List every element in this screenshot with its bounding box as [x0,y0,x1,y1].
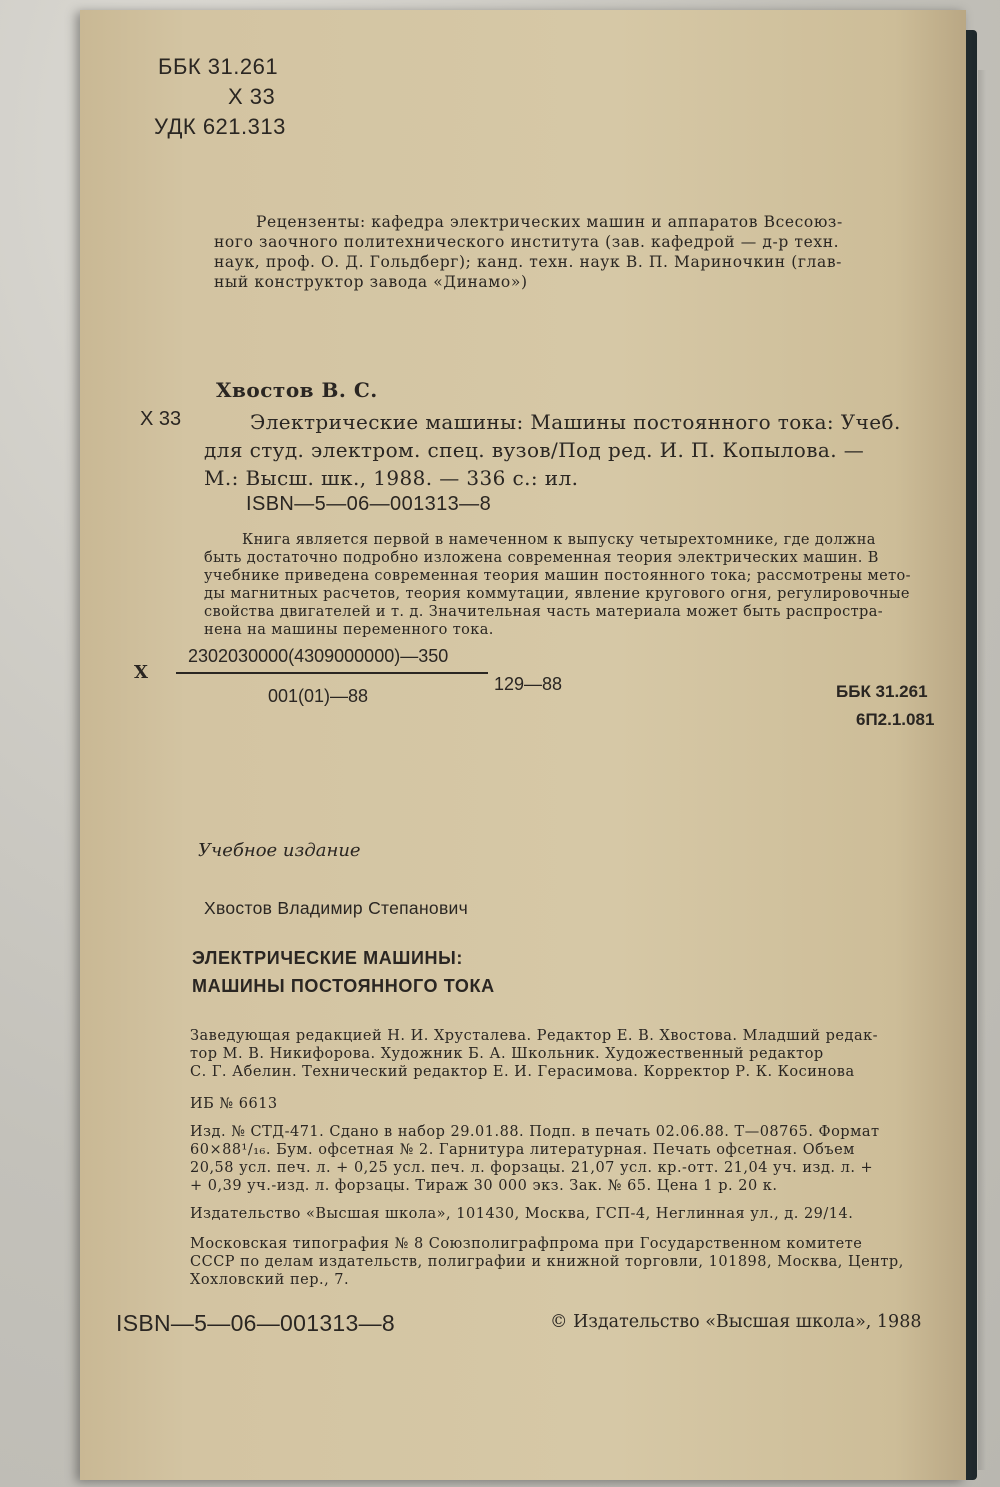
udk-code: УДК 621.313 [154,114,286,139]
footer-isbn: ISBN—5—06—001313—8 [116,1310,395,1336]
reviewers-line-4: ный конструктор завода «Динамо») [214,273,528,291]
imprint-printer-line-3: Хохловский пер., 7. [190,1272,350,1288]
imprint-print-line-1: Изд. № СТД-471. Сдано в набор 29.01.88. Подп. в печать 02.06.88. Т—08765. Формат [190,1124,880,1140]
imprint-printer-line-1: Московская типография № 8 Союзполиграфпрома при Государственном комитете [190,1236,863,1252]
bbk-code: ББК 31.261 [158,54,279,79]
imprint-print-line-4: + 0,39 уч.-изд. л. форзацы. Тираж 30 000 экз. Зак. № 65. Цена 1 р. 20 к. [190,1178,778,1194]
page-shadow [978,70,986,1470]
imprint-staff-line-3: С. Г. Абелин. Технический редактор Е. И. Герасимова. Корректор Р. К. Косинова [190,1064,855,1080]
fraction-line [176,672,488,674]
annotation-line-3: учебнике приведена современная теория машин постоянного тока; рассмотрены мето- [204,568,911,584]
index-bbk: ББК 31.261 [836,682,928,701]
catalog-author: Хвостов В. С. [216,378,378,402]
edition-type: Учебное издание [198,840,361,861]
imprint-staff-line-2: тор М. В. Никифорова. Художник Б. А. Школьник. Художественный редактор [190,1046,824,1062]
annotation-line-6: нена на машины переменного тока. [204,622,494,638]
reviewers-line-1: Рецензенты: кафедра электрических машин и аппаратов Всесоюз- [256,213,843,231]
index-numerator: 2302030000(4309000000)—350 [188,646,449,666]
author-mark: Х 33 [228,84,276,109]
imprint-publisher: Издательство «Высшая школа», 101430, Москва, ГСП-4, Неглинная ул., д. 29/14. [190,1206,854,1222]
book-page [80,10,966,1480]
annotation-line-1: Книга является первой в намеченном к выпуску четырехтомнике, где должна [242,532,876,548]
imprint-printer-line-2: СССР по делам издательств, полиграфии и книжной торговли, 101898, Москва, Центр, [190,1254,904,1270]
index-order: 129—88 [494,674,563,694]
catalog-mark: Х 33 [140,408,182,430]
catalog-line-2: для студ. электром. спец. вузов/Под ред. И. П. Копылова. — [204,438,865,462]
annotation-line-2: быть достаточно подробно изложена современная теория электрических машин. В [204,550,879,566]
index-denominator: 001(01)—88 [268,686,369,706]
imprint-staff-line-1: Заведующая редакцией Н. И. Хрусталева. Редактор Е. В. Хвостова. Младший редак- [190,1028,879,1044]
edition-author: Хвостов Владимир Степанович [204,898,469,918]
catalog-line-3: М.: Высш. шк., 1988. — 336 с.: ил. [204,466,579,490]
footer-copyright: © Издательство «Высшая школа», 1988 [550,1312,922,1332]
catalog-line-1: Электрические машины: Машины постоянного тока: Учеб. [250,410,901,434]
edition-title-line-1: ЭЛЕКТРИЧЕСКИЕ МАШИНЫ: [192,948,463,968]
imprint-ib: ИБ № 6613 [190,1096,278,1112]
imprint-print-line-3: 20,58 усл. печ. л. + 0,25 усл. печ. л. форзацы. 21,07 усл. кр.-отт. 21,04 уч. изд. л. + [190,1160,874,1176]
catalog-isbn: ISBN—5—06—001313—8 [246,493,492,515]
annotation-line-4: ды магнитных расчетов, теория коммутации, явление кругового огня, регулировочные [204,586,910,602]
imprint-print-line-2: 60×88¹/₁₆. Бум. офсетная № 2. Гарнитура литературная. Печать офсетная. Объем [190,1142,855,1158]
edition-title-line-2: МАШИНЫ ПОСТОЯННОГО ТОКА [192,976,495,996]
index-x: Х [134,662,148,683]
reviewers-line-2: ного заочного политехнического института (зав. кафедрой — д-р техн. [214,233,840,251]
reviewers-line-3: наук, проф. О. Д. Гольдберг); канд. техн. наук В. П. Мариночкин (глав- [214,253,843,271]
annotation-line-5: свойства двигателей и т. д. Значительная часть материала может быть распростра- [204,604,884,620]
index-code: 6П2.1.081 [856,710,935,729]
